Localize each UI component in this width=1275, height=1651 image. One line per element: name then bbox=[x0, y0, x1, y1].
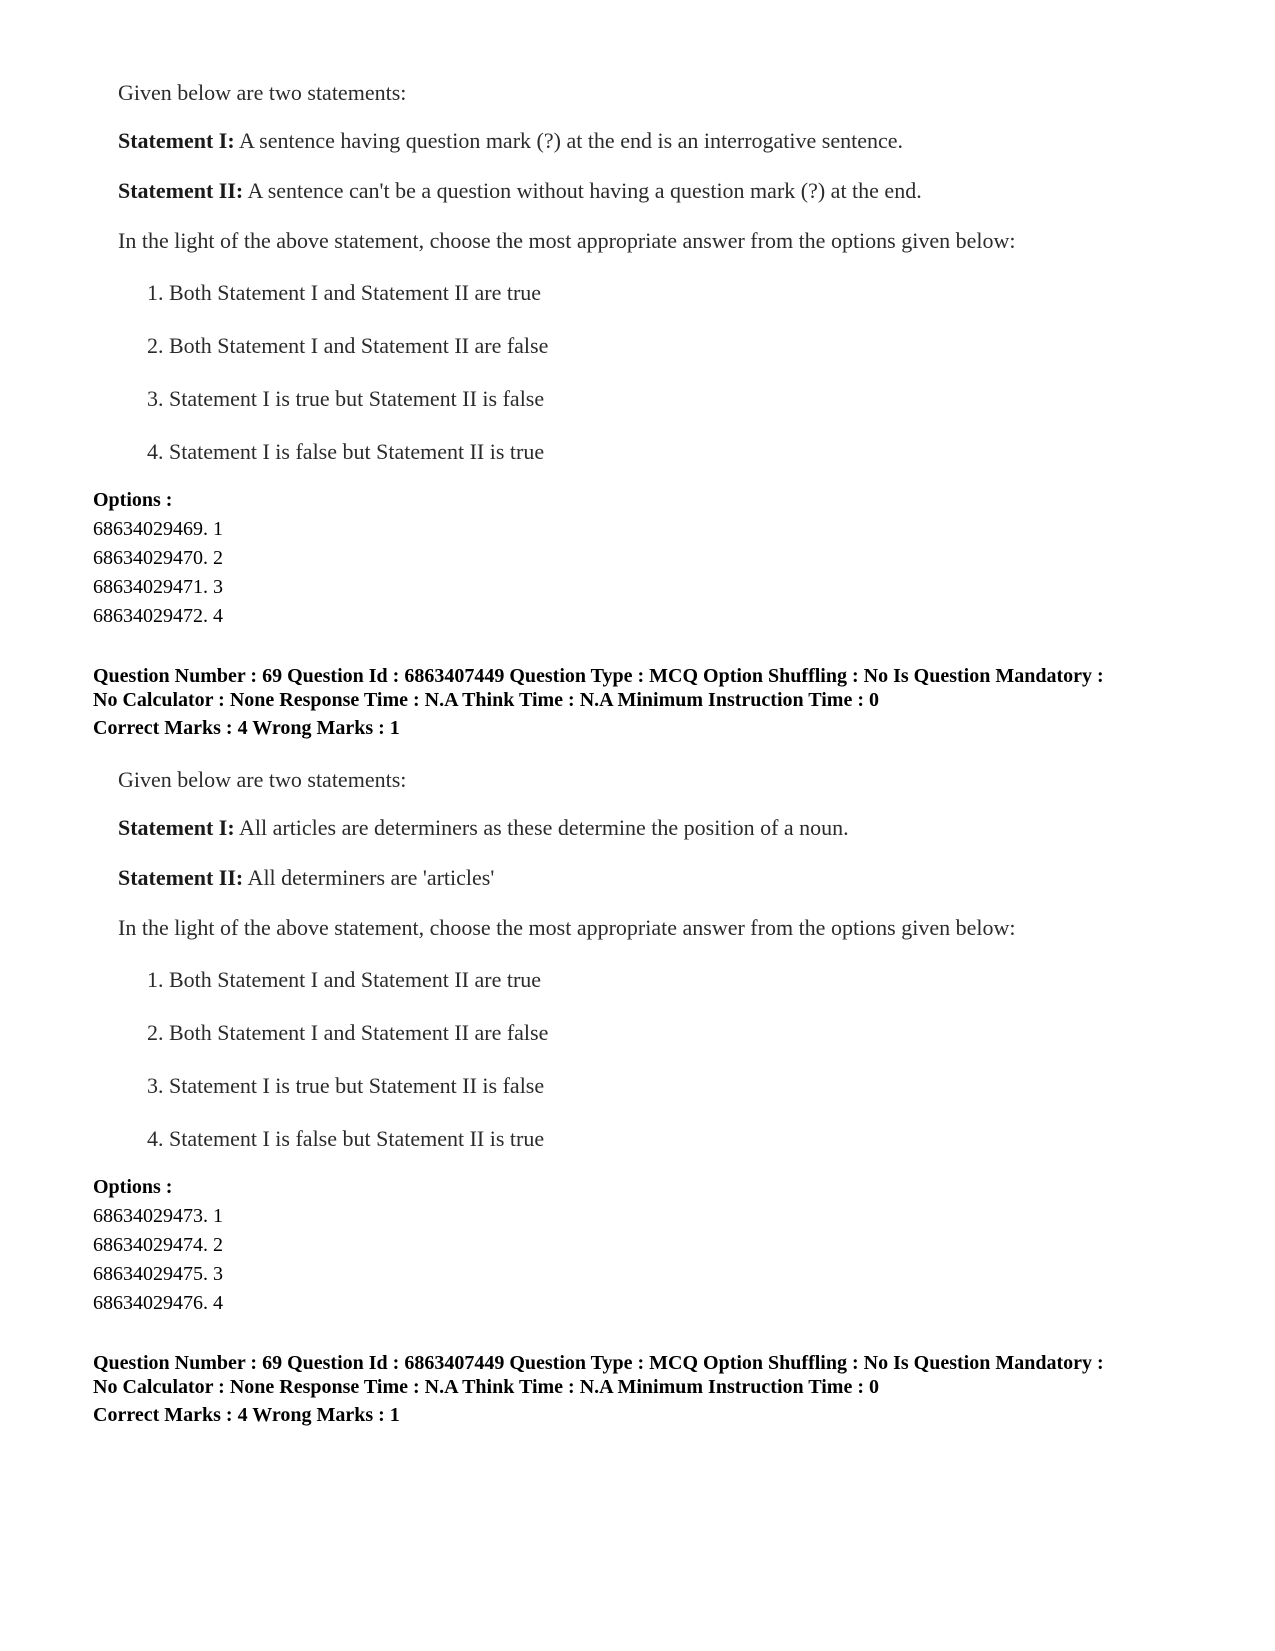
option-item: 68634029469. 1 bbox=[93, 518, 223, 540]
question-meta bbox=[93, 664, 1213, 740]
option-item: 68634029472. 4 bbox=[93, 605, 223, 627]
choice-item: 2. Both Statement I and Statement II are false bbox=[147, 1020, 549, 1045]
question-meta-line: Question Number : 69 Question Id : 6863407449 Question Type : MCQ Option Shuffling : No Is Question Mandatory : bbox=[93, 1352, 1104, 1374]
option-item: 68634029475. 3 bbox=[93, 1263, 223, 1285]
choice-item: 4. Statement I is false but Statement II is true bbox=[147, 439, 545, 464]
choice-item: 3. Statement I is true but Statement II is false bbox=[147, 1073, 545, 1098]
statement-one-text: All articles are determiners as these determine the position of a noun. bbox=[234, 815, 849, 840]
statement-one bbox=[118, 817, 1178, 839]
choice-item: 1. Both Statement I and Statement II are true bbox=[147, 280, 542, 305]
choice-item: 3. Statement I is true but Statement II is false bbox=[147, 386, 545, 411]
question-meta-line: No Calculator : None Response Time : N.A Think Time : N.A Minimum Instruction Time : 0 bbox=[93, 689, 879, 711]
marks-line: Correct Marks : 4 Wrong Marks : 1 bbox=[93, 717, 400, 739]
question-intro: Given below are two statements: bbox=[118, 767, 407, 792]
statement-two-text: A sentence can't be a question without having a question mark (?) at the end. bbox=[243, 178, 922, 203]
choice-item: 1. Both Statement I and Statement II are true bbox=[147, 967, 542, 992]
statement-two bbox=[118, 867, 1178, 889]
choice-item: 2. Both Statement I and Statement II are false bbox=[147, 333, 549, 358]
option-item: 68634029474. 2 bbox=[93, 1234, 223, 1256]
question-meta bbox=[93, 1351, 1213, 1427]
statement-one-label: Statement I: bbox=[118, 128, 235, 153]
question-image bbox=[118, 769, 1178, 1150]
question-prompt: In the light of the above statement, choose the most appropriate answer from the options given below: bbox=[118, 915, 1016, 940]
statement-one-label: Statement I: bbox=[118, 815, 235, 840]
statement-two bbox=[118, 180, 1178, 202]
options-label: Options : bbox=[93, 489, 173, 511]
options-list bbox=[93, 1173, 223, 1318]
statement-one-text: A sentence having question mark (?) at the end is an interrogative sentence. bbox=[234, 128, 904, 153]
option-item: 68634029470. 2 bbox=[93, 547, 223, 569]
choice-list bbox=[118, 282, 1178, 463]
options-list bbox=[93, 486, 223, 631]
question-meta-line: No Calculator : None Response Time : N.A Think Time : N.A Minimum Instruction Time : 0 bbox=[93, 1376, 879, 1398]
question-meta-line: Question Number : 69 Question Id : 6863407449 Question Type : MCQ Option Shuffling : No Is Question Mandatory : bbox=[93, 665, 1104, 687]
marks-line: Correct Marks : 4 Wrong Marks : 1 bbox=[93, 1404, 400, 1426]
question-intro: Given below are two statements: bbox=[118, 80, 407, 105]
statement-two-label: Statement II: bbox=[118, 865, 244, 890]
statement-one bbox=[118, 130, 1178, 152]
question-prompt: In the light of the above statement, choose the most appropriate answer from the options given below: bbox=[118, 228, 1016, 253]
choice-list bbox=[118, 969, 1178, 1150]
options-label: Options : bbox=[93, 1176, 173, 1198]
option-item: 68634029473. 1 bbox=[93, 1205, 223, 1227]
option-item: 68634029471. 3 bbox=[93, 576, 223, 598]
choice-item: 4. Statement I is false but Statement II is true bbox=[147, 1126, 545, 1151]
option-item: 68634029476. 4 bbox=[93, 1292, 223, 1314]
statement-two-label: Statement II: bbox=[118, 178, 244, 203]
statement-two-text: All determiners are 'articles' bbox=[243, 865, 495, 890]
question-image bbox=[118, 82, 1178, 463]
